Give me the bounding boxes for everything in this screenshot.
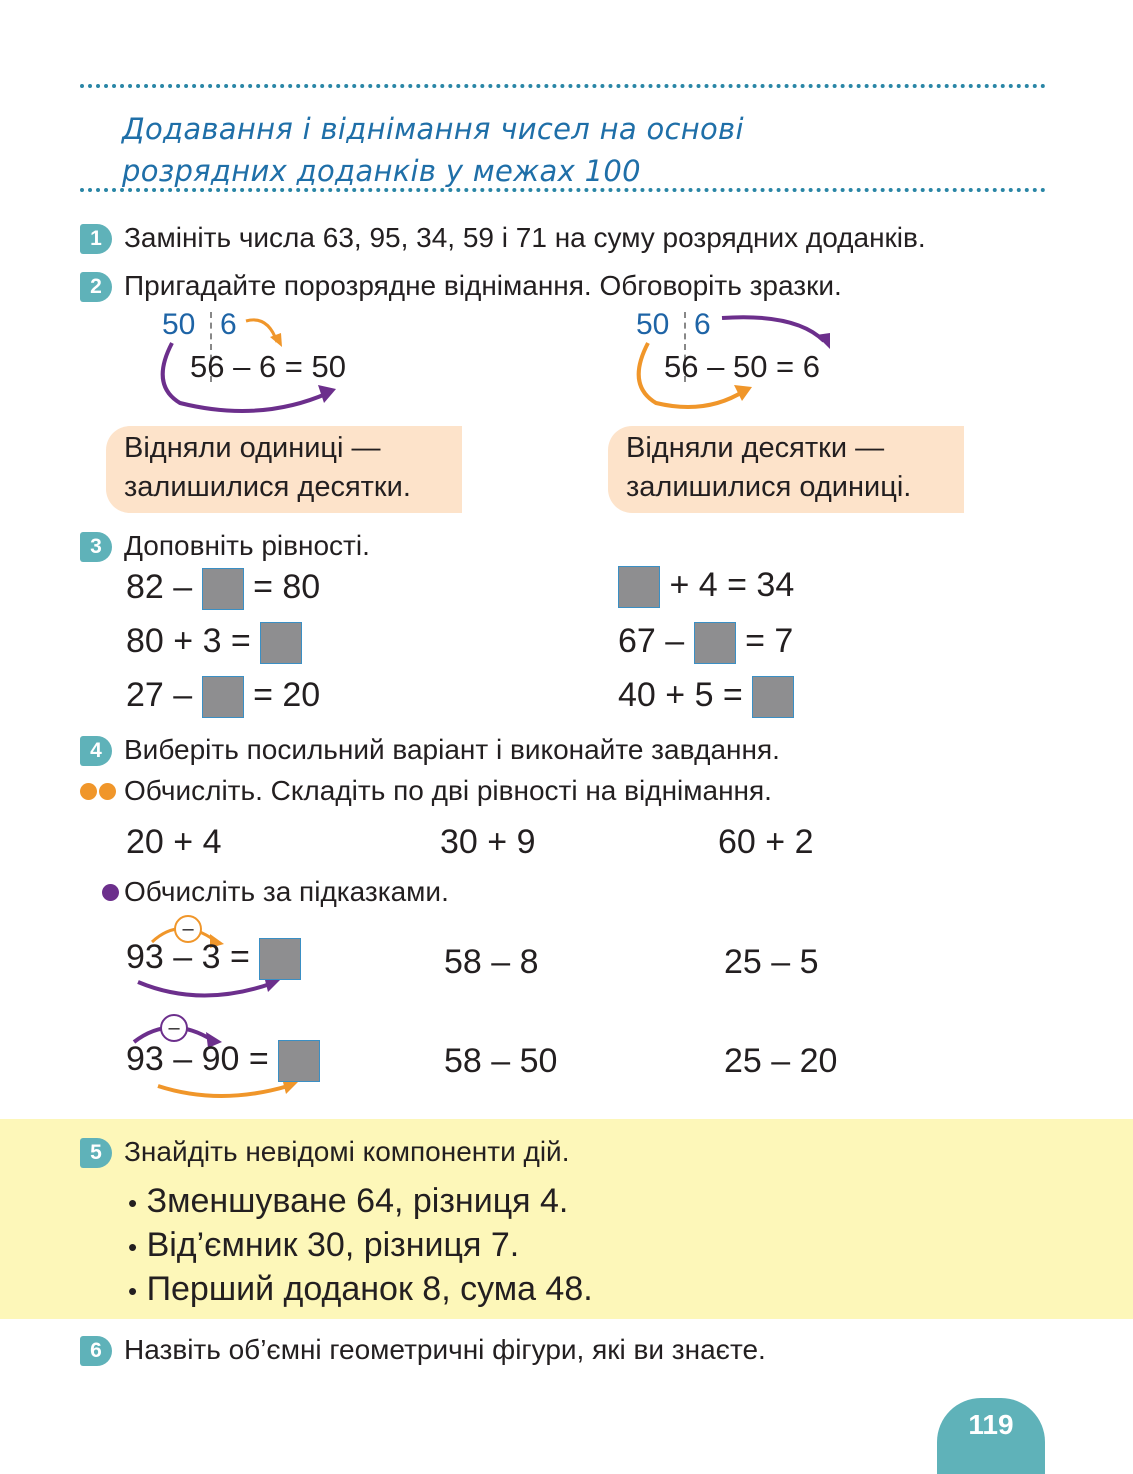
left-tens: 50 — [162, 308, 196, 341]
title-line-2: розрядних доданків у межах 100 — [122, 154, 641, 188]
task-2-text: Пригадайте порозрядне віднімання. Обговоріть зразки. — [124, 270, 842, 301]
hint-eq-2-text: 93 – 90 = — [126, 1040, 269, 1078]
task-4a-expr-2: 30 + 9 — [440, 823, 536, 861]
right-note-line-1: Відняли десятки — — [626, 432, 885, 464]
answer-box[interactable] — [259, 938, 301, 980]
answer-box[interactable] — [260, 622, 302, 664]
eq-right-2-a: 67 – — [618, 622, 685, 660]
left-note-line-1: Відняли одиниці — — [124, 432, 381, 464]
page-title — [122, 108, 744, 192]
task-3-text: Доповніть рівності. — [124, 530, 370, 561]
task-5-item-2: • Від’ємник 30, різниця 7. — [128, 1226, 520, 1264]
answer-box[interactable] — [694, 622, 736, 664]
eq-right-3-a: 40 + 5 = — [618, 676, 743, 714]
hint-eq-1 — [126, 938, 301, 980]
task-4b-text: Обчисліть за підказками. — [124, 876, 449, 907]
left-arrows — [150, 305, 350, 420]
left-orange-arrow-head — [270, 333, 282, 347]
hint-expr-25-20: 25 – 20 — [724, 1042, 838, 1080]
eq-right-1 — [618, 566, 794, 608]
answer-box[interactable] — [202, 568, 244, 610]
hint-expr-58-50: 58 – 50 — [444, 1042, 558, 1080]
hint-1-purple-arrow — [138, 982, 270, 996]
eq-left-2-a: 80 + 3 = — [126, 622, 251, 660]
task-3-number: 3 — [80, 532, 112, 562]
hint-1-minus: – — [182, 918, 194, 940]
hint-eq-1-text: 93 – 3 = — [126, 938, 250, 976]
task-4-number: 4 — [80, 736, 112, 766]
eq-right-3 — [618, 676, 794, 718]
right-equation: 56 – 50 = 6 — [664, 349, 820, 384]
hint-expr-58-8: 58 – 8 — [444, 943, 539, 981]
eq-left-1-b: = 80 — [253, 568, 321, 606]
left-ones: 6 — [220, 308, 237, 341]
task-4-text: Виберіть посильний варіант і виконайте завдання. — [124, 734, 780, 765]
bottom-dotted-rule — [80, 188, 1046, 192]
right-orange-arrow — [639, 343, 744, 407]
left-purple-arrow — [163, 343, 328, 411]
task-5-text: Знайдіть невідомі компоненти дій. — [124, 1136, 570, 1167]
page-number: 119 — [937, 1398, 1045, 1474]
right-arrows — [626, 305, 846, 420]
hint-expr-25-5: 25 – 5 — [724, 943, 819, 981]
task-4a-text: Обчисліть. Складіть по дві рівності на віднімання. — [124, 775, 772, 806]
top-dotted-rule — [80, 84, 1046, 88]
eq-right-2-b: = 7 — [745, 622, 794, 660]
hint-eq-2 — [126, 1040, 320, 1082]
task-5-item-1: • Зменшуване 64, різниця 4. — [128, 1182, 569, 1220]
eq-left-1-a: 82 – — [126, 568, 193, 606]
answer-box[interactable] — [752, 676, 794, 718]
task-1-text: Замініть числа 63, 95, 34, 59 і 71 на суму розрядних доданків. — [124, 222, 926, 253]
level-one-dot-icon — [102, 884, 119, 906]
title-line-1: Додавання і віднімання чисел на основі — [122, 112, 744, 146]
eq-left-3 — [126, 676, 320, 718]
task-5-item-1-text: Зменшуване 64, різниця 4. — [146, 1182, 569, 1220]
right-purple-arrow-head — [816, 333, 830, 349]
eq-left-3-a: 27 – — [126, 676, 193, 714]
level-two-dots-icon — [80, 783, 116, 805]
answer-box[interactable] — [202, 676, 244, 718]
right-ones: 6 — [694, 308, 711, 341]
left-equation: 56 – 6 = 50 — [190, 349, 346, 384]
task-6-text: Назвіть об’ємні геометричні фігури, які ви знаєте. — [124, 1334, 766, 1365]
task-4a-expr-3: 60 + 2 — [718, 823, 814, 861]
right-tens: 50 — [636, 308, 670, 341]
task-4a-expr-1: 20 + 4 — [126, 823, 222, 861]
task-5-item-2-text: Від’ємник 30, різниця 7. — [146, 1226, 520, 1264]
hint-2-orange-arrow — [158, 1086, 288, 1096]
left-note-line-2: залишилися десятки. — [124, 471, 411, 503]
task-6-number: 6 — [80, 1336, 112, 1366]
task-2-number: 2 — [80, 272, 112, 302]
eq-right-1-b: + 4 = 34 — [669, 566, 795, 604]
eq-left-2 — [126, 622, 302, 664]
right-purple-arrow — [722, 317, 824, 341]
hint-2-minus: – — [168, 1017, 180, 1039]
right-note-line-2: залишилися одиниці. — [626, 471, 912, 503]
eq-left-1 — [126, 568, 320, 610]
answer-box[interactable] — [618, 566, 660, 608]
task-1-number: 1 — [80, 224, 112, 254]
answer-box[interactable] — [278, 1040, 320, 1082]
left-note — [106, 426, 462, 513]
eq-right-2 — [618, 622, 793, 664]
right-note — [608, 426, 964, 513]
task-5-number: 5 — [80, 1138, 112, 1168]
task-5-item-3-text: Перший доданок 8, сума 48. — [146, 1270, 593, 1308]
eq-left-3-b: = 20 — [253, 676, 321, 714]
task-5-item-3: • Перший доданок 8, сума 48. — [128, 1270, 593, 1308]
